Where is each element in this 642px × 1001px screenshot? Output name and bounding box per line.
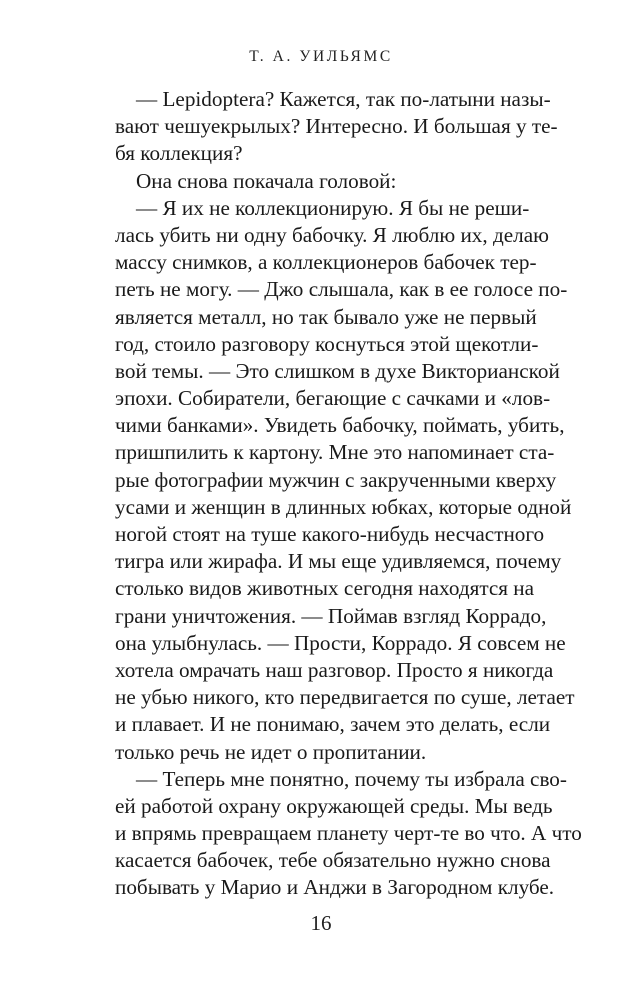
text-line: ей работой охрану окружающей среды. Мы ведь [115, 793, 553, 818]
text-line: массу снимков, а коллекционеров бабочек тер- [115, 250, 537, 275]
text-line: — Я их не коллекционирую. Я бы не реши- [136, 195, 530, 220]
text-line: она улыбнулась. — Прости, Коррадо. Я совсем не [115, 630, 566, 655]
text-line: эпохи. Собиратели, бегающие с сачками и «лов- [115, 386, 551, 411]
text-line: касается бабочек, тебе обязательно нужно снова [115, 848, 551, 873]
text-line: побывать у Марио и Анджи в Загородном клубе. [115, 875, 555, 900]
text-line: усами и женщин в длинных юбках, которые одной [115, 494, 572, 519]
text-line: ногой стоят на туше какого-нибудь несчастного [115, 522, 545, 546]
text-line: только речь не идет о пропитании. [115, 739, 427, 764]
text-line: — Теперь мне понятно, почему ты избрала сво- [136, 766, 567, 791]
text-line: и плавает. И не понимаю, зачем это делать, если [115, 712, 551, 737]
text-line: столько видов животных сегодня находятся на [115, 576, 535, 601]
body-text [115, 86, 582, 902]
text-line: хотела омрачать наш разговор. Просто я никогда [115, 657, 554, 682]
text-line: является металл, но так бывало уже не первый [115, 304, 537, 329]
text-line: не убью никого, кто передвигается по суше, летает [115, 685, 575, 710]
page-number: 16 [310, 911, 332, 935]
text-line: год, стоило разговору коснуться этой щекотли- [115, 331, 539, 356]
text-line: петь не могу. — Джо слышала, как в ее голосе по- [115, 277, 568, 302]
running-head: Т. А. УИЛЬЯМС [249, 48, 393, 65]
text-line: пришпилить к картону. Мне это напоминает ста- [115, 440, 555, 465]
text-line: бя коллекция? [115, 141, 243, 166]
text-line: вой темы. — Это слишком в духе Викторианской [115, 358, 560, 383]
text-line: тигра или жирафа. И мы еще удивляемся, почему [115, 549, 562, 574]
text-line: чими банками». Увидеть бабочку, поймать, убить, [115, 413, 565, 438]
text-line: Она снова покачала головой: [136, 168, 397, 193]
text-line: рые фотографии мужчин с закрученными кверху [115, 467, 557, 492]
text-line: — Lepidoptera? Кажется, так по-латыни назы- [136, 87, 551, 111]
text-line: грани уничтожения. — Поймав взгляд Коррадо, [115, 603, 547, 628]
text-line: вают чешуекрылых? Интересно. И большая у те- [115, 114, 558, 139]
text-line: лась убить ни одну бабочку. Я люблю их, делаю [115, 222, 549, 247]
text-line: и впрямь превращаем планету черт-те во что. А что [115, 821, 582, 846]
